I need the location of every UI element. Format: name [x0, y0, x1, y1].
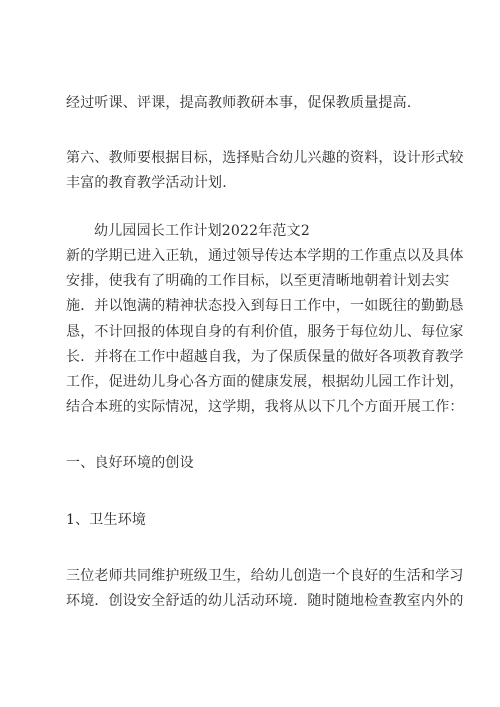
heading-environment: 一、良好环境的创设 — [66, 455, 194, 471]
paragraph-line: 安排，使我有了明确的工作目标，以至更清晰地朝着计划去实 — [66, 273, 450, 289]
paragraph-line: 新的学期已进入正轨，通过领导传达本学期的工作重点以及具体 — [66, 248, 464, 264]
paragraph-line: 工作，促进幼儿身心各方面的健康发展，根据幼儿园工作计划， — [66, 374, 464, 390]
paragraph-line: 经过听课、评课，提高教师教研本事，促保教质量提高. — [66, 95, 412, 111]
paragraph-line: 结合本班的实际情况，这学期，我将从以下几个方面开展工作： — [66, 399, 464, 415]
paragraph-line: 恳，不计回报的体现自身的有利价值，服务于每位幼儿、每位家 — [66, 324, 464, 340]
paragraph-line: 第六、教师要根据目标，选择贴合幼儿兴趣的资料，设计形式较 — [66, 150, 464, 166]
paragraph-line: 长．并将在工作中超越自我，为了保质保量的做好各项教育教学 — [66, 349, 464, 365]
paragraph-line: 三位老师共同维护班级卫生，给幼儿创造一个良好的生活和学习 — [66, 568, 464, 584]
section-title: 幼儿园园长工作计划2022年范文2 — [94, 223, 310, 239]
paragraph-line: 环境．创设安全舒适的幼儿活动环境．随时随地检查教室内外的 — [66, 593, 464, 609]
paragraph-line: 丰富的教育教学活动计划. — [66, 175, 227, 191]
heading-hygiene: 1、卫生环境 — [66, 512, 147, 528]
paragraph-line: 施．并以饱满的精神状态投入到每日工作中，一如既往的勤勤恳 — [66, 298, 464, 314]
